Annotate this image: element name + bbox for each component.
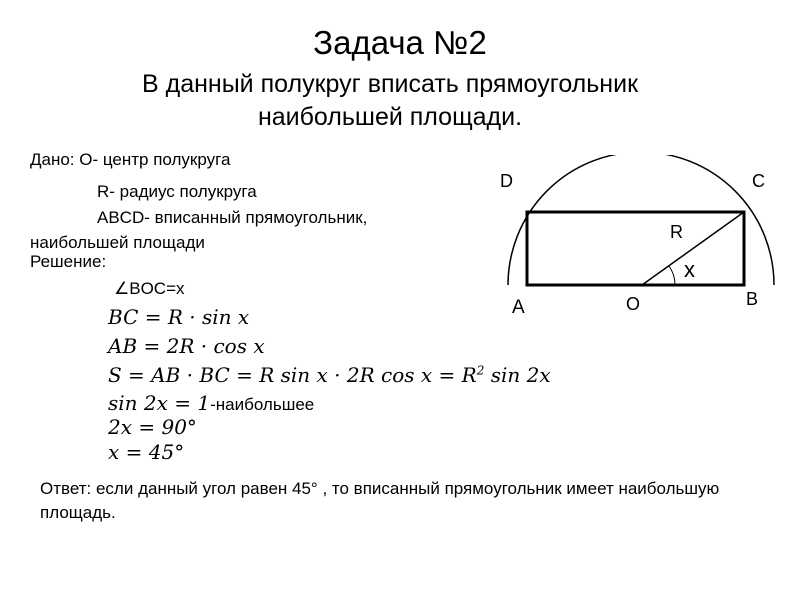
formula-sin-max — [108, 391, 314, 415]
angle-definition — [114, 279, 185, 299]
inscribed-rectangle — [527, 212, 744, 285]
label-d: D — [500, 171, 513, 191]
label-a: A — [512, 297, 525, 318]
label-b: B — [746, 289, 759, 309]
formula-x: x = 45° — [108, 440, 185, 464]
label-o: O — [626, 294, 641, 314]
given-line-radius: R- радиус полукруга — [97, 182, 257, 201]
given-line-area: наибольшей площади — [30, 233, 205, 252]
label-x: x — [684, 257, 695, 282]
formula-bc: BC = R · sin x — [108, 305, 250, 329]
semicircle-figure — [490, 155, 790, 330]
formula-area-main: S = AB · BC = R sin x · 2R cos x = R — [108, 363, 477, 387]
formula-ab: AB = 2R · cos x — [108, 334, 265, 358]
page-title: Задача №2 — [313, 24, 487, 61]
problem-statement: В данный полукруг вписать прямоугольник наибольшей площади. — [141, 70, 639, 131]
formula-area-exponent: 2 — [476, 363, 485, 378]
formula-sin-value: sin 2x = 1 — [108, 391, 211, 415]
formula-area-tail: sin 2x — [484, 363, 551, 387]
solution-label: Решение: — [30, 252, 107, 271]
label-r: R — [670, 222, 683, 242]
formula-sin-note: -наибольшее — [210, 395, 315, 414]
angle-sign-icon: ∠ — [114, 279, 130, 298]
given-line-rectangle: ABCD- вписанный прямоугольник, — [97, 208, 368, 227]
given-line-center: Дано: О- центр полукруга — [30, 150, 231, 169]
label-c: C — [752, 171, 765, 191]
angle-arc — [669, 266, 675, 285]
answer-text: Ответ: если данный угол равен 45° , то вписанный прямоугольник имеет наибольшую площадь. — [40, 479, 720, 522]
formula-area — [108, 363, 551, 387]
angle-text: BOC=x — [129, 279, 185, 298]
formula-2x: 2x = 90° — [108, 415, 197, 439]
